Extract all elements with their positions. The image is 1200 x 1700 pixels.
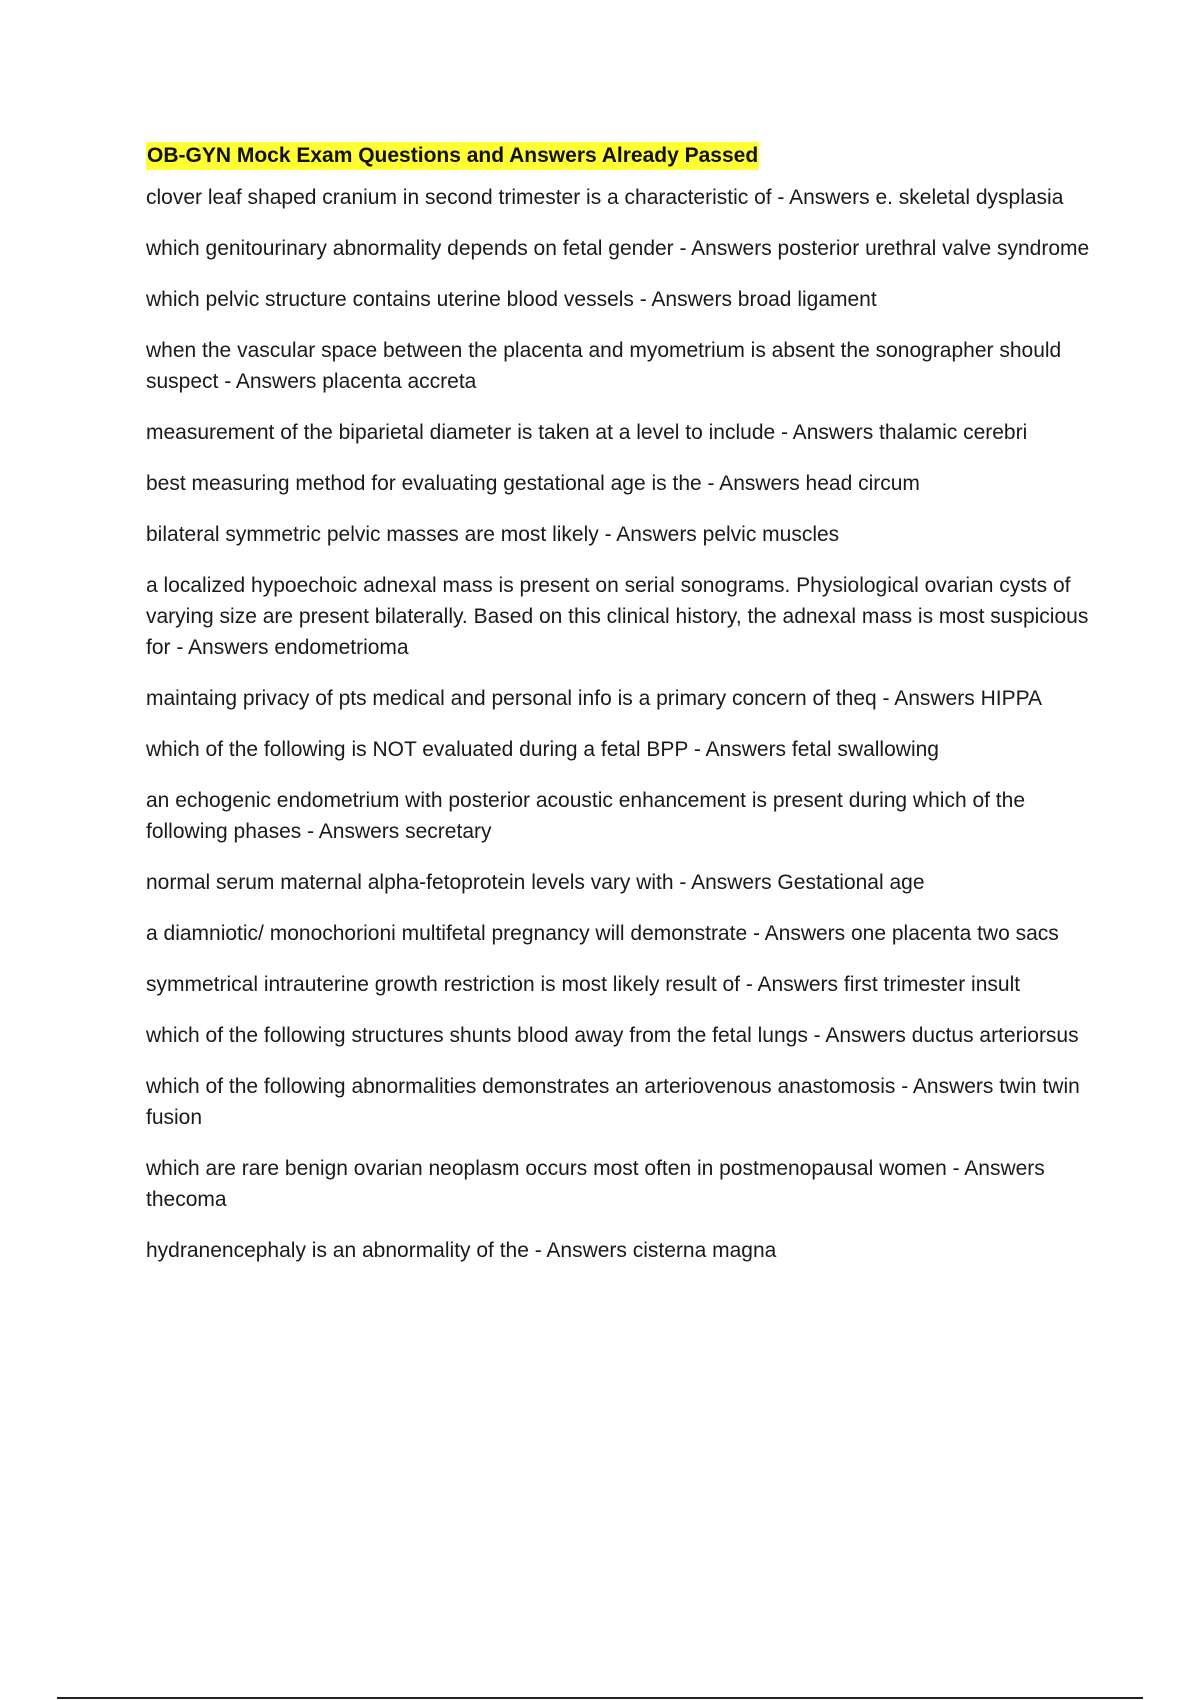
footer-divider — [57, 1697, 1143, 1699]
qa-item: measurement of the biparietal diameter is taken at a level to include - Answers thalamic cerebri — [146, 421, 1028, 444]
qa-item: which are rare benign ovarian neoplasm occurs most often in postmenopausal women - Answers thecoma — [146, 1157, 1045, 1211]
qa-item: bilateral symmetric pelvic masses are most likely - Answers pelvic muscles — [146, 523, 840, 546]
document-content — [146, 142, 1091, 1286]
qa-item: which of the following abnormalities demonstrates an arteriovenous anastomosis - Answers twin twin fusion — [146, 1075, 1080, 1129]
qa-item: which of the following is NOT evaluated during a fetal BPP - Answers fetal swallowing — [146, 738, 939, 761]
qa-item: a localized hypoechoic adnexal mass is present on serial sonograms. Physiological ovarian cysts of varying size are present bilaterally. Based on this clinical history, the adnexal mass is most suspicious for - Answers endometrioma — [146, 574, 1089, 659]
qa-item: which of the following structures shunts blood away from the fetal lungs - Answers ductus arteriorsus — [146, 1024, 1079, 1047]
qa-item: maintaing privacy of pts medical and personal info is a primary concern of theq - Answers HIPPA — [146, 687, 1043, 710]
qa-item: a diamniotic/ monochorioni multifetal pregnancy will demonstrate - Answers one placenta two sacs — [146, 922, 1059, 945]
qa-item: hydranencephaly is an abnormality of the - Answers cisterna magna — [146, 1239, 777, 1262]
qa-item: which genitourinary abnormality depends on fetal gender - Answers posterior urethral valve syndrome — [146, 237, 1090, 260]
qa-item: when the vascular space between the placenta and myometrium is absent the sonographer should suspect - Answers placenta accreta — [146, 339, 1062, 393]
qa-item: best measuring method for evaluating gestational age is the - Answers head circum — [146, 472, 920, 495]
qa-item: symmetrical intrauterine growth restriction is most likely result of - Answers first trimester insult — [146, 973, 1021, 996]
qa-item: clover leaf shaped cranium in second trimester is a characteristic of - Answers e. skeletal dysplasia — [146, 186, 1064, 209]
document-title: OB-GYN Mock Exam Questions and Answers Already Passed — [146, 142, 759, 170]
qa-item: an echogenic endometrium with posterior acoustic enhancement is present during which of the following phases - Answers secretary — [146, 789, 1025, 843]
qa-item: normal serum maternal alpha-fetoprotein levels vary with - Answers Gestational age — [146, 871, 925, 894]
qa-item: which pelvic structure contains uterine blood vessels - Answers broad ligament — [146, 288, 877, 311]
qa-list — [146, 182, 1091, 1266]
